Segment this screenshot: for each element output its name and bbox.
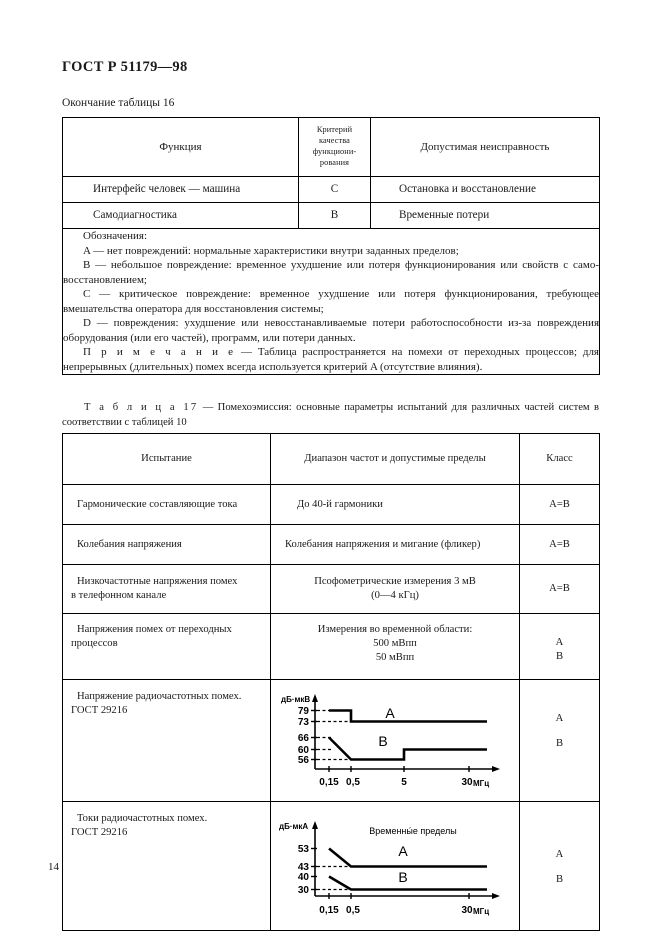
table-16 — [62, 117, 600, 375]
chart1-ytick-73: 73 — [297, 716, 309, 728]
chart1-ylabel: дБ·мкВ — [281, 694, 311, 704]
table17-row2-test — [63, 565, 271, 614]
table16-header-defect: Допустимая неисправность — [371, 118, 600, 177]
table17-row2-test-line1: Низкочастотные напряжения помех — [77, 576, 238, 588]
table17-row3-class-line2: B — [555, 650, 564, 662]
table17-row3-range-line1: Измерения во временной области: — [317, 624, 473, 635]
table17-row3-test-line1: Напряжения помех от переходных — [77, 624, 232, 635]
table17-row3-class-line1: A — [555, 637, 564, 648]
table-row — [63, 680, 600, 802]
table-row — [63, 203, 600, 229]
criterion-line-4: рования — [319, 157, 350, 167]
table17-row4-class-line2: B — [555, 737, 564, 749]
table17-row4-class-line1: A — [555, 713, 564, 724]
rf-voltage-limits-chart — [273, 691, 517, 791]
table17-row2-range-line2: (0—4 кГц) — [371, 590, 419, 601]
chart2-ytick-43: 43 — [297, 862, 309, 873]
table-row-header — [63, 118, 600, 177]
table-row — [63, 614, 600, 680]
table17-row3-range-line3: 50 мВпп — [375, 651, 415, 663]
chart2-ytick-40: 40 — [297, 872, 309, 883]
notes-primechanie-text: — Таблица распространяется на помехи от переходных процессов; для непрерывных (длительных) помех всегда используется критерий A (отсутствие влияния). — [63, 346, 599, 373]
table16-row1-defect: Временные потери — [371, 203, 600, 229]
chart2-xtick-0.15: 0,15 — [319, 905, 339, 916]
table-row — [63, 525, 600, 565]
table17-row4-chart-cell — [271, 680, 520, 802]
table17-caption-text: — Помехоэмиссия: основные параметры испытаний для различных частей систем в соответствии с таблицей 10 — [62, 402, 599, 429]
table17-row4-test — [63, 680, 271, 802]
chart1-xtick-0.5: 0,5 — [346, 776, 360, 788]
table17-row0-class: A=B — [520, 485, 600, 525]
table16-row0-function: Интерфейс человек — машина — [63, 177, 299, 203]
table17-row4-test-line2: ГОСТ 29216 — [71, 704, 128, 716]
table17-row0-range: До 40-й гармоники — [271, 485, 520, 525]
table17-row0-test: Гармонические составляющие тока — [63, 485, 271, 525]
table-row — [63, 485, 600, 525]
chart2-ytick-53: 53 — [297, 844, 309, 855]
table17-header-class: Класс — [520, 434, 600, 485]
chart1-ytick-60: 60 — [297, 744, 309, 756]
table16-row1-criterion: B — [299, 203, 371, 229]
table17-row3-test — [63, 614, 271, 680]
chart1-ytick-79: 79 — [297, 705, 309, 717]
table-row-notes — [63, 229, 600, 375]
table17-header-test: Испытание — [63, 434, 271, 485]
table-row — [63, 802, 600, 931]
table17-caption-label: Т а б л и ц а 17 — [84, 402, 199, 413]
chart1-ytick-56: 56 — [297, 754, 309, 766]
table16-row1-function: Самодиагностика — [63, 203, 299, 229]
table-row — [63, 565, 600, 614]
table17-row2-range-line1: Псофометрические измерения 3 мВ — [314, 576, 476, 588]
notes-item-d: D — повреждения: ухудшение или невосстанавливаемые потери работоспособности из-за повреждения оборудования (или его частей), программ, или потери данных. — [63, 317, 599, 344]
criterion-line-2: качества — [319, 136, 350, 146]
chart2-title: Временны́е пределы — [369, 826, 457, 836]
chart2-series-label-A: A — [398, 843, 408, 859]
table16-continuation-label: Окончание таблицы 16 — [62, 97, 175, 109]
table17-row3-test-line2: процессов — [71, 637, 118, 649]
notes-item-a: A — нет повреждений: нормальные характеристики внутри заданных пределов; — [83, 244, 459, 257]
table17-row5-test-line1: Токи радиочастотных помех. — [77, 813, 208, 824]
chart1-xtick-5: 5 — [401, 776, 407, 788]
table-row-header — [63, 434, 600, 485]
table17-row2-test-line2: в телефонном канале — [71, 590, 167, 601]
table16-header-criterion — [299, 118, 371, 177]
chart2-xlabel: МГц — [473, 907, 490, 916]
notes-item-c: C — критическое повреждение: временное ухудшение или потеря функционирования, требующее вмешательства оператора для восстановления системы; — [63, 288, 599, 315]
table17-caption — [62, 400, 599, 431]
chart2-series-label-B: B — [398, 869, 408, 885]
table17-row1-class: A=B — [520, 525, 600, 565]
chart2-xtick-0.5: 0,5 — [346, 905, 360, 916]
table17-row3-range — [271, 614, 520, 680]
table-17 — [62, 433, 600, 931]
table17-row1-range: Колебания напряжения и мигание (фликер) — [271, 525, 520, 565]
table16-row0-criterion: C — [299, 177, 371, 203]
table17-row4-class — [520, 680, 600, 802]
notes-item-b: B — небольшое повреждение: временное ухудшение или потеря функционирования или свойств с само-восстановлением; — [63, 259, 599, 286]
table17-row2-range — [271, 565, 520, 614]
table16-row0-defect: Остановка и восстановление — [371, 177, 600, 203]
table17-row3-class — [520, 614, 600, 680]
table17-row5-class — [520, 802, 600, 931]
chart2-xtick-30: 30 — [461, 905, 473, 916]
table17-row5-class-line1: A — [555, 849, 564, 860]
chart2-ylabel: дБ·мкА — [279, 822, 309, 831]
table17-row5-test-line2: ГОСТ 29216 — [71, 826, 128, 838]
chart1-xtick-0.15: 0,15 — [319, 776, 339, 788]
table17-row3-range-line2: 500 мВпп — [373, 637, 417, 649]
page-title: ГОСТ Р 51179—98 — [62, 59, 188, 75]
notes-heading: Обозначения: — [83, 230, 148, 242]
table17-row2-class: A=B — [520, 565, 600, 614]
chart1-xlabel: МГц — [473, 778, 490, 788]
table17-row1-test: Колебания напряжения — [63, 525, 271, 565]
notes-primechanie — [63, 345, 599, 374]
page-number: 14 — [48, 861, 59, 873]
table16-header-function: Функция — [63, 118, 299, 177]
criterion-line-1: Критерий — [316, 125, 353, 135]
table-row — [63, 177, 600, 203]
chart1-ytick-66: 66 — [297, 732, 309, 744]
table17-row5-chart-cell — [271, 802, 520, 931]
criterion-line-3: функциони- — [312, 147, 357, 156]
table17-row5-test — [63, 802, 271, 931]
chart1-series-label-B: B — [378, 732, 388, 749]
rf-current-limits-chart — [273, 812, 517, 920]
table17-row4-test-line1: Напряжение радиочастотных помех. — [77, 691, 242, 702]
chart1-xtick-30: 30 — [461, 776, 473, 788]
table17-header-range: Диапазон частот и допустимые пределы — [271, 434, 520, 485]
notes-primechanie-label: П р и м е ч а н и е — [83, 346, 236, 359]
chart1-series-label-A: A — [385, 704, 395, 721]
table17-row5-class-line2: B — [555, 873, 564, 885]
table16-notes — [63, 229, 600, 375]
chart2-ytick-30: 30 — [297, 885, 309, 896]
